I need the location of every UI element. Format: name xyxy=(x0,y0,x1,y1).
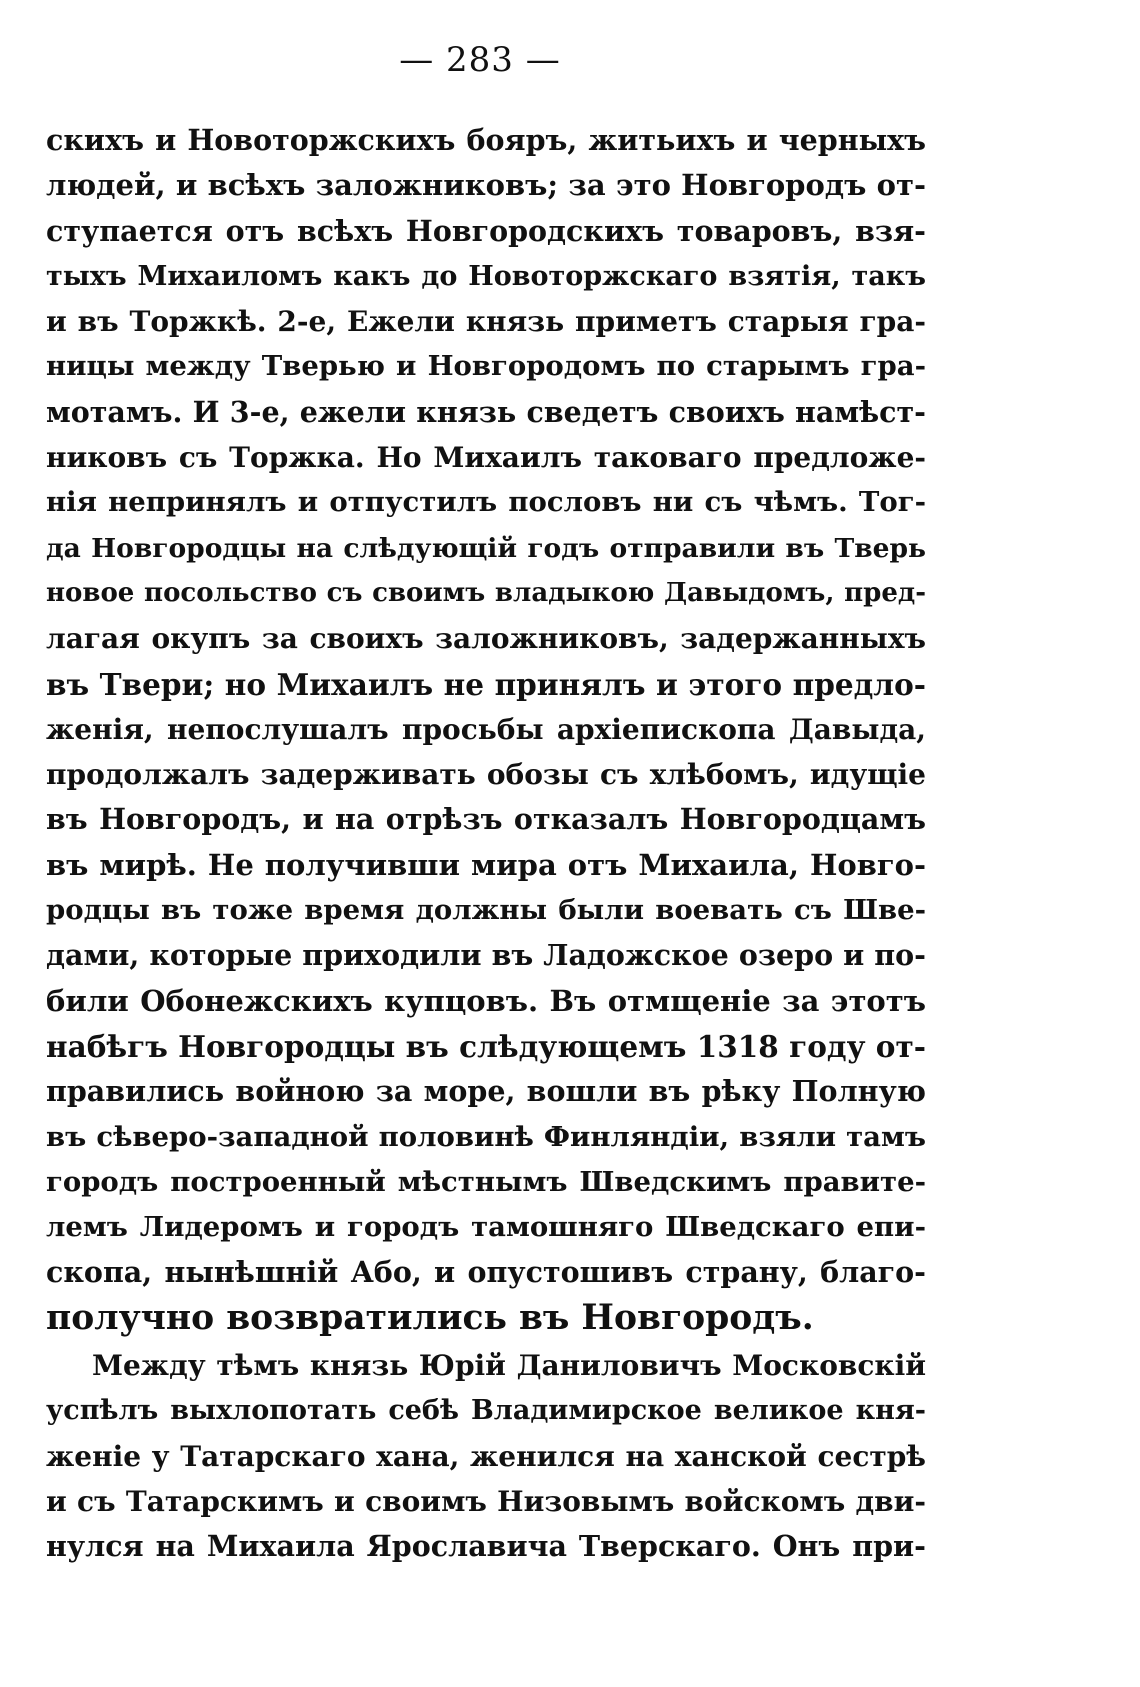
text-line: успѣлъ выхлопотать себѣ Владимирское великое кня- xyxy=(46,1395,926,1427)
text-line: и съ Татарскимъ и своимъ Низовымъ войскомъ дви- xyxy=(46,1484,926,1518)
text-line: новое посольство съ своимъ владыкою Давыдомъ, пред- xyxy=(46,577,926,608)
text-line: правились войною за море, вошли въ рѣку Полную xyxy=(46,1074,926,1109)
text-line: и въ Торжкѣ. 2-е, Ежели князь приметъ старыя гра- xyxy=(46,305,926,339)
text-line: нія непринялъ и отпустилъ пословъ ни съ чѣмъ. Тог- xyxy=(46,486,926,519)
text-line: скихъ и Новоторжскихъ бояръ, житьихъ и черныхъ xyxy=(46,123,926,157)
text-line: набѣгъ Новгородцы въ слѣдующемъ 1318 году от- xyxy=(46,1028,926,1064)
text-line: лагая окупъ за своихъ заложниковъ, задержанныхъ xyxy=(46,622,926,656)
text-line: получно возвратились въ Новгородъ. xyxy=(46,1297,814,1338)
paragraph-1 xyxy=(46,118,926,1341)
text-line: мотамъ. И 3-е, ежели князь сведетъ своихъ намѣст- xyxy=(46,394,926,429)
text-line: женія, непослушалъ просьбы архіепископа Давыда, xyxy=(46,712,926,746)
paragraph-2 xyxy=(46,1343,926,1569)
text-line: ницы между Тверью и Новгородомъ по старымъ гра- xyxy=(46,350,926,383)
text-line: Между тѣмъ князь Юрій Даниловичъ Московскій xyxy=(92,1349,926,1383)
text-line: да Новгородцы на слѣдующій годъ отправили въ Тверь xyxy=(46,532,926,564)
text-line: родцы въ тоже время должны были воевать съ Шве- xyxy=(46,894,926,927)
text-line: продолжалъ задерживать обозы съ хлѣбомъ, идущіе xyxy=(46,758,926,792)
text-line: людей, и всѣхъ заложниковъ; за это Новгородъ от- xyxy=(46,168,926,203)
text-line: въ Твери; но Михаилъ не принялъ и этого предло- xyxy=(46,666,926,702)
text-line: дами, которые приходили въ Ладожское озеро и по- xyxy=(46,938,926,973)
text-line: никовъ съ Торжка. Но Михаилъ таковаго предложе- xyxy=(46,441,926,475)
text-line: въ Новгородъ, и на отрѣзъ отказалъ Новгородцамъ xyxy=(46,802,926,837)
text-line: скопа, нынѣшній Або, и опустошивъ страну, благо- xyxy=(46,1255,926,1290)
text-line: били Обонежскихъ купцовъ. Въ отмщеніе за этотъ xyxy=(46,983,926,1018)
text-line: въ сѣверо-западной половинѣ Финляндіи, взяли тамъ xyxy=(46,1120,926,1153)
text-line: тыхъ Михаиломъ какъ до Новоторжскаго взятія, такъ xyxy=(46,260,926,292)
body-text xyxy=(46,118,926,1570)
text-line: лемъ Лидеромъ и городъ тамошняго Шведскаго епи- xyxy=(46,1211,926,1244)
text-line: нулся на Михаила Ярославича Тверскаго. Онъ при- xyxy=(46,1529,926,1564)
text-line: въ мирѣ. Не получивши мира отъ Михаила, Новго- xyxy=(46,847,926,882)
text-line: ступается отъ всѣхъ Новгородскихъ товаровъ, взя- xyxy=(46,213,926,248)
page-number: — 283 — xyxy=(399,40,561,80)
text-line: женіе у Татарскаго хана, женился на ханской сестрѣ xyxy=(46,1439,926,1473)
text-line: городъ построенный мѣстнымъ Шведскимъ правите- xyxy=(46,1165,926,1198)
